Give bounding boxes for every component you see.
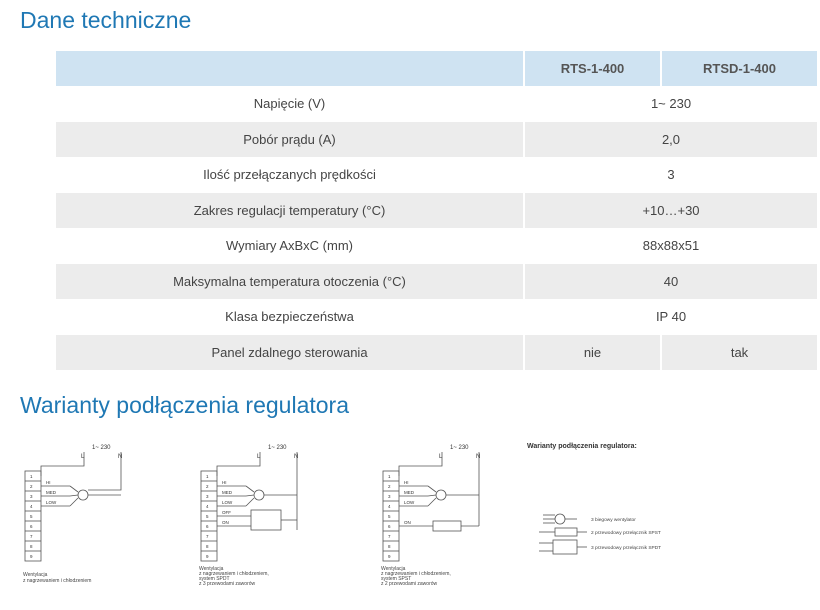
terminal-number: 7: [388, 534, 391, 539]
row-value: 1~ 230: [650, 96, 692, 112]
caption-line: Wentylacja: [199, 566, 224, 572]
l-label: L: [81, 454, 85, 460]
terminal-number: 2: [30, 484, 33, 489]
terminal-number: 2: [388, 484, 391, 489]
terminal-number: 9: [388, 554, 391, 559]
legend-title: Warianty podłączenia regulatora:: [527, 443, 637, 450]
table-row: [56, 86, 817, 122]
terminal-number: 9: [30, 554, 33, 559]
table-row: [56, 122, 817, 158]
terminal-number: 3: [388, 494, 391, 499]
terminal-number: 8: [388, 544, 391, 549]
terminal-number: 4: [388, 504, 391, 509]
supply-label: 1~ 230: [92, 445, 111, 451]
row-value-rts: nie: [525, 335, 660, 371]
hi-label: HI: [46, 480, 51, 485]
table-row: [56, 228, 817, 264]
low-label: LOW: [46, 500, 57, 505]
supply-label: 1~ 230: [268, 445, 287, 451]
n-label: N: [118, 454, 123, 460]
row-value: +10…+30: [525, 193, 817, 229]
header-rtsd: RTSD-1-400: [662, 51, 817, 86]
off-label: OFF: [222, 510, 231, 515]
terminal-number: 8: [30, 544, 33, 549]
row-value-rtsd: tak: [662, 335, 817, 371]
terminal-number: 1: [388, 474, 391, 479]
terminal-number: 6: [30, 524, 33, 529]
legend-item: 3 biegowy wentylator: [591, 518, 636, 523]
row-value: 2,0: [525, 122, 817, 158]
caption-line: Wentylacja: [381, 566, 406, 572]
section-title-technical-data: Dane techniczne: [20, 7, 192, 33]
row-param: Ilość przełączanych prędkości: [203, 167, 376, 183]
med-label: MED: [404, 490, 414, 495]
terminal-number: 3: [30, 494, 33, 499]
on-label: ON: [404, 520, 411, 525]
caption-line: z 3 przewodami zaworów: [199, 581, 256, 587]
terminal-number: 6: [206, 524, 209, 529]
terminal-number: 5: [206, 514, 209, 519]
n-label: N: [294, 454, 299, 460]
row-param: Napięcie (V): [253, 96, 326, 112]
n-label: N: [476, 454, 481, 460]
row-param: Zakres regulacji temperatury (°C): [56, 193, 523, 229]
table-row: [56, 193, 817, 229]
table-row: [56, 299, 817, 335]
wiring-legend: [525, 438, 695, 573]
row-param: Wymiary AxBxC (mm): [226, 238, 353, 254]
header-rts: RTS-1-400: [525, 51, 660, 86]
med-label: MED: [222, 490, 232, 495]
terminal-number: 3: [206, 494, 209, 499]
header-parameter: [56, 51, 523, 86]
med-label: MED: [46, 490, 56, 495]
row-value: IP 40: [655, 309, 687, 325]
table-row: [56, 264, 817, 300]
row-value: 88x88x51: [642, 238, 700, 254]
table-row: [56, 335, 817, 371]
row-param: Klasa bezpieczeństwa: [225, 309, 354, 325]
table-row: [56, 157, 817, 193]
table-header-row: [56, 51, 817, 86]
supply-label: 1~ 230: [450, 445, 469, 451]
terminal-number: 7: [30, 534, 33, 539]
caption-line: z 2 przewodami zaworów: [381, 581, 438, 587]
low-label: LOW: [404, 500, 415, 505]
l-label: L: [257, 454, 261, 460]
caption-line: system SPST: [381, 576, 412, 582]
terminal-number: 5: [30, 514, 33, 519]
on-label: ON: [222, 520, 229, 525]
low-label: LOW: [222, 500, 233, 505]
hi-label: HI: [404, 480, 409, 485]
terminal-number: 4: [30, 504, 33, 509]
row-param: Pobór prądu (A): [56, 122, 523, 158]
caption-line: z nagrzewaniem i chłodzeniem: [23, 578, 92, 584]
caption-line: z nagrzewaniem i chłodzeniem,: [381, 571, 451, 577]
hi-label: HI: [222, 480, 227, 485]
row-param: Maksymalna temperatura otoczenia (°C): [56, 264, 523, 300]
wiring-diagram-3: [378, 440, 528, 595]
caption-line: z nagrzewaniem i chłodzeniem,: [199, 571, 269, 577]
terminal-number: 1: [30, 474, 33, 479]
terminal-number: 8: [206, 544, 209, 549]
wiring-diagram-2: [196, 440, 346, 595]
terminal-number: 2: [206, 484, 209, 489]
row-param: Panel zdalnego sterowania: [56, 335, 523, 371]
row-value: 3: [667, 167, 675, 183]
wiring-diagram-1: [20, 440, 160, 590]
terminal-number: 4: [206, 504, 209, 509]
row-value: 40: [525, 264, 817, 300]
terminal-number: 9: [206, 554, 209, 559]
terminal-number: 5: [388, 514, 391, 519]
legend-item: 2 przewodowy przełącznik SPST: [591, 531, 661, 536]
legend-item: 3 przewodowy przełącznik SPDT: [591, 546, 662, 551]
section-title-connection-variants: Warianty podłączenia regulatora: [20, 392, 349, 418]
caption-line: Wentylacja: [23, 572, 48, 578]
terminal-number: 6: [388, 524, 391, 529]
technical-data-table: [54, 51, 819, 370]
terminal-number: 7: [206, 534, 209, 539]
l-label: L: [439, 454, 443, 460]
terminal-number: 1: [206, 474, 209, 479]
caption-line: system SPDT: [199, 576, 230, 582]
